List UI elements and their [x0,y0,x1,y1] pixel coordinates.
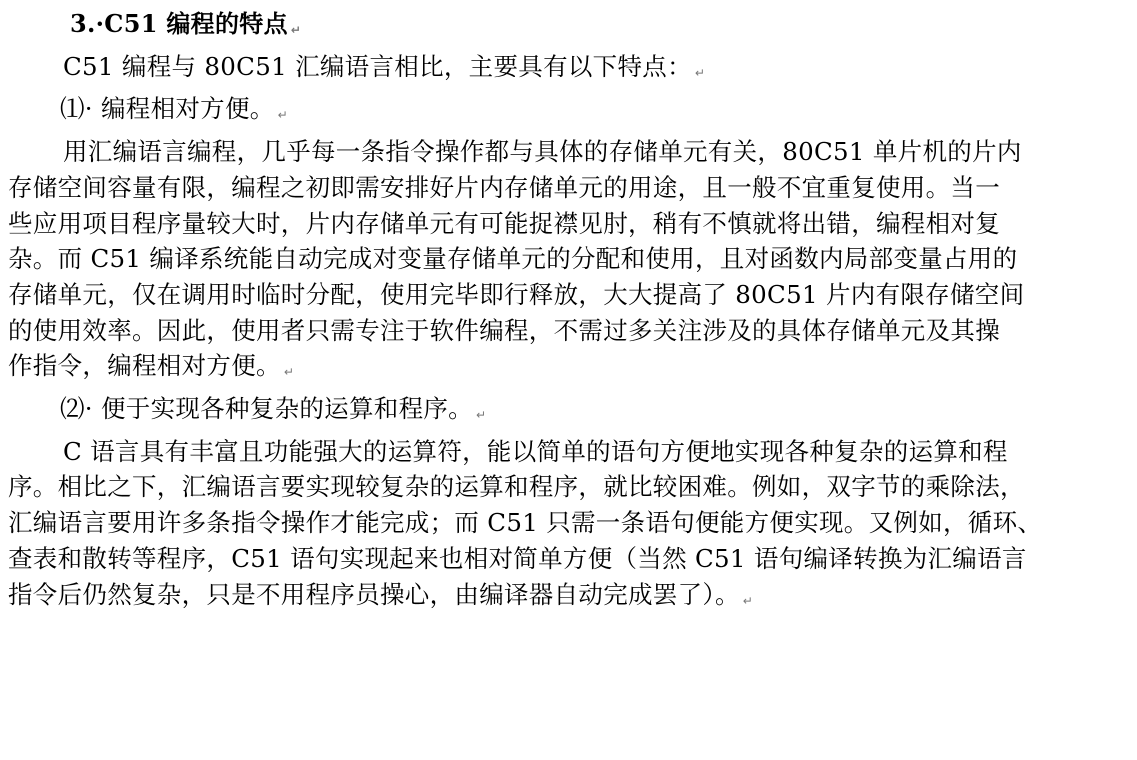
point1-title-text: ⑴· 编程相对方便。 [60,94,275,124]
point1-paragraph [8,134,1123,391]
paragraph-mark-icon: ↵ [277,108,288,123]
body-line: 杂。而 C51 编译系统能自动完成对变量存储单元的分配和使用，且对函数内局部变量占用的 [8,244,1018,274]
body-line: 汇编语言要用许多条指令操作才能完成；而 C51 只需一条语句便能方便实现。又例如，循环、 [8,508,1043,538]
body-line: 用汇编语言编程，几乎每一条指令操作都与具体的存储单元有关，80C51 单片机的片内 [63,137,1022,167]
body-line-text: 作指令，编程相对方便。 [8,351,281,381]
point2-title-text: ⑵· 便于实现各种复杂的运算和程序。 [60,394,473,424]
section-heading-text: 3.·C51 编程的特点 [70,9,288,38]
point1-title [8,91,1123,134]
body-line: 序。相比之下，汇编语言要实现较复杂的运算和程序，就比较困难。例如，双字节的乘除法， [8,472,1025,502]
body-line-text: 指令后仍然复杂，只是不用程序员操心，由编译器自动完成罢了）。 [8,579,740,609]
body-line: 存储空间容量有限，编程之初即需安排好片内存储单元的用途，且一般不宜重复使用。当一 [8,172,1000,202]
paragraph-mark-icon: ↵ [283,365,295,380]
body-line-last [8,577,1123,620]
body-line: 查表和散转等程序，C51 语句实现起来也相对简单方便（当然 C51 语句编译转换为汇编语言 [8,543,1027,573]
intro-text: C51 编程与 80C51 汇编语言相比，主要具有以下特点： [63,51,692,81]
body-line: C 语言具有丰富且功能强大的运算符，能以简单的语句方便地实现各种复杂的运算和程 [63,436,1008,466]
paragraph-mark-icon: ↵ [694,65,706,80]
section-heading [8,6,1123,49]
body-line-last [8,348,1123,391]
point2-title [8,391,1123,434]
paragraph-mark-icon: ↵ [742,593,754,608]
paragraph-mark-icon: ↵ [290,23,302,37]
paragraph-mark-icon: ↵ [475,408,487,423]
body-line: 些应用项目程序量较大时，片内存储单元有可能捉襟见肘，稍有不慎就将出错，编程相对复 [8,208,1000,238]
intro-paragraph [8,49,1123,92]
point2-paragraph [8,434,1123,620]
body-line: 的使用效率。因此，使用者只需专注于软件编程，不需过多关注涉及的具体存储单元及其操 [8,315,1000,345]
body-line: 存储单元，仅在调用时临时分配，使用完毕即行释放，大大提高了 80C51 片内有限存储空间 [8,279,1025,309]
